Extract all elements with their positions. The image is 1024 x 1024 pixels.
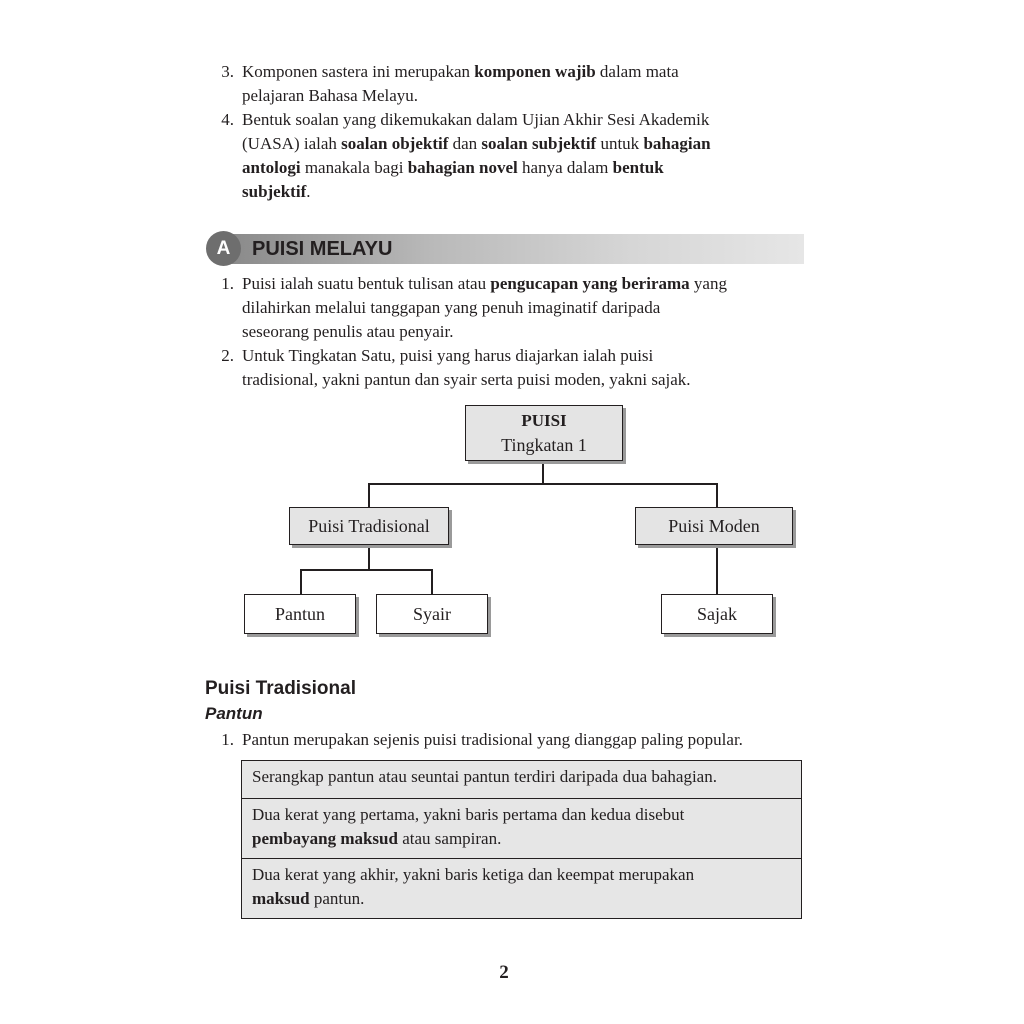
list-number: 4. [221, 110, 234, 129]
diagram-leaf-syair: Syair [376, 594, 488, 634]
pantun-structure-table [241, 760, 802, 919]
list-text: Puisi ialah suatu bentuk tulisan atau pengucapan yang berirama yang dilahirkan melalui tanggapan yang penuh imaginatif daripada seseorang penulis atau penyair. [242, 274, 727, 341]
list-text: Untuk Tingkatan Satu, puisi yang harus diajarkan ialah puisi tradisional, yakni pantun dan syair serta puisi moden, yakni sajak. [242, 346, 691, 389]
diagram-root-title: PUISI [521, 411, 567, 430]
list-text: Komponen sastera ini merupakan komponen wajib dalam mata pelajaran Bahasa Melayu. [242, 62, 679, 105]
diagram-leaf-sajak: Sajak [661, 594, 773, 634]
table-row: Dua kerat yang pertama, yakni baris pertama dan kedua disebut pembayang maksud atau sampiran. [242, 798, 801, 858]
list-text: Bentuk soalan yang dikemukakan dalam Ujian Akhir Sesi Akademik (UASA) ialah soalan objektif dan soalan subjektif untuk bahagian antologi manakala bagi bahagian novel hanya dalam bentuk subjektif. [242, 110, 711, 201]
connector-line [431, 569, 433, 594]
connector-line [368, 545, 370, 570]
connector-line [300, 569, 433, 571]
diagram-branch-puisi-moden: Puisi Moden [635, 507, 793, 545]
list-number: 3. [221, 62, 234, 81]
diagram-root-subtitle: Tingkatan 1 [501, 435, 587, 455]
list-number: 1. [221, 730, 234, 749]
subsection-subtitle: Pantun [205, 704, 263, 723]
list-number: 2. [221, 346, 234, 365]
connector-line [542, 461, 544, 483]
table-row: Dua kerat yang akhir, yakni baris ketiga dan keempat merupakan maksud pantun. [242, 858, 801, 918]
connector-line [368, 483, 717, 485]
section-title: PUISI MELAYU [252, 238, 393, 260]
diagram-leaf-pantun: Pantun [244, 594, 356, 634]
connector-line [716, 483, 718, 507]
list-text: Pantun merupakan sejenis puisi tradisional yang dianggap paling popular. [242, 730, 743, 749]
subsection-title: Puisi Tradisional [205, 678, 356, 699]
list-number: 1. [221, 274, 234, 293]
connector-line [716, 545, 718, 594]
diagram-root-box [465, 405, 623, 461]
page-number: 2 [499, 962, 509, 983]
connector-line [300, 569, 302, 594]
diagram-branch-puisi-tradisional: Puisi Tradisional [289, 507, 449, 545]
connector-line [368, 483, 370, 507]
table-row: Serangkap pantun atau seuntai pantun terdiri daripada dua bahagian. [242, 761, 801, 798]
section-badge: A [206, 231, 241, 266]
